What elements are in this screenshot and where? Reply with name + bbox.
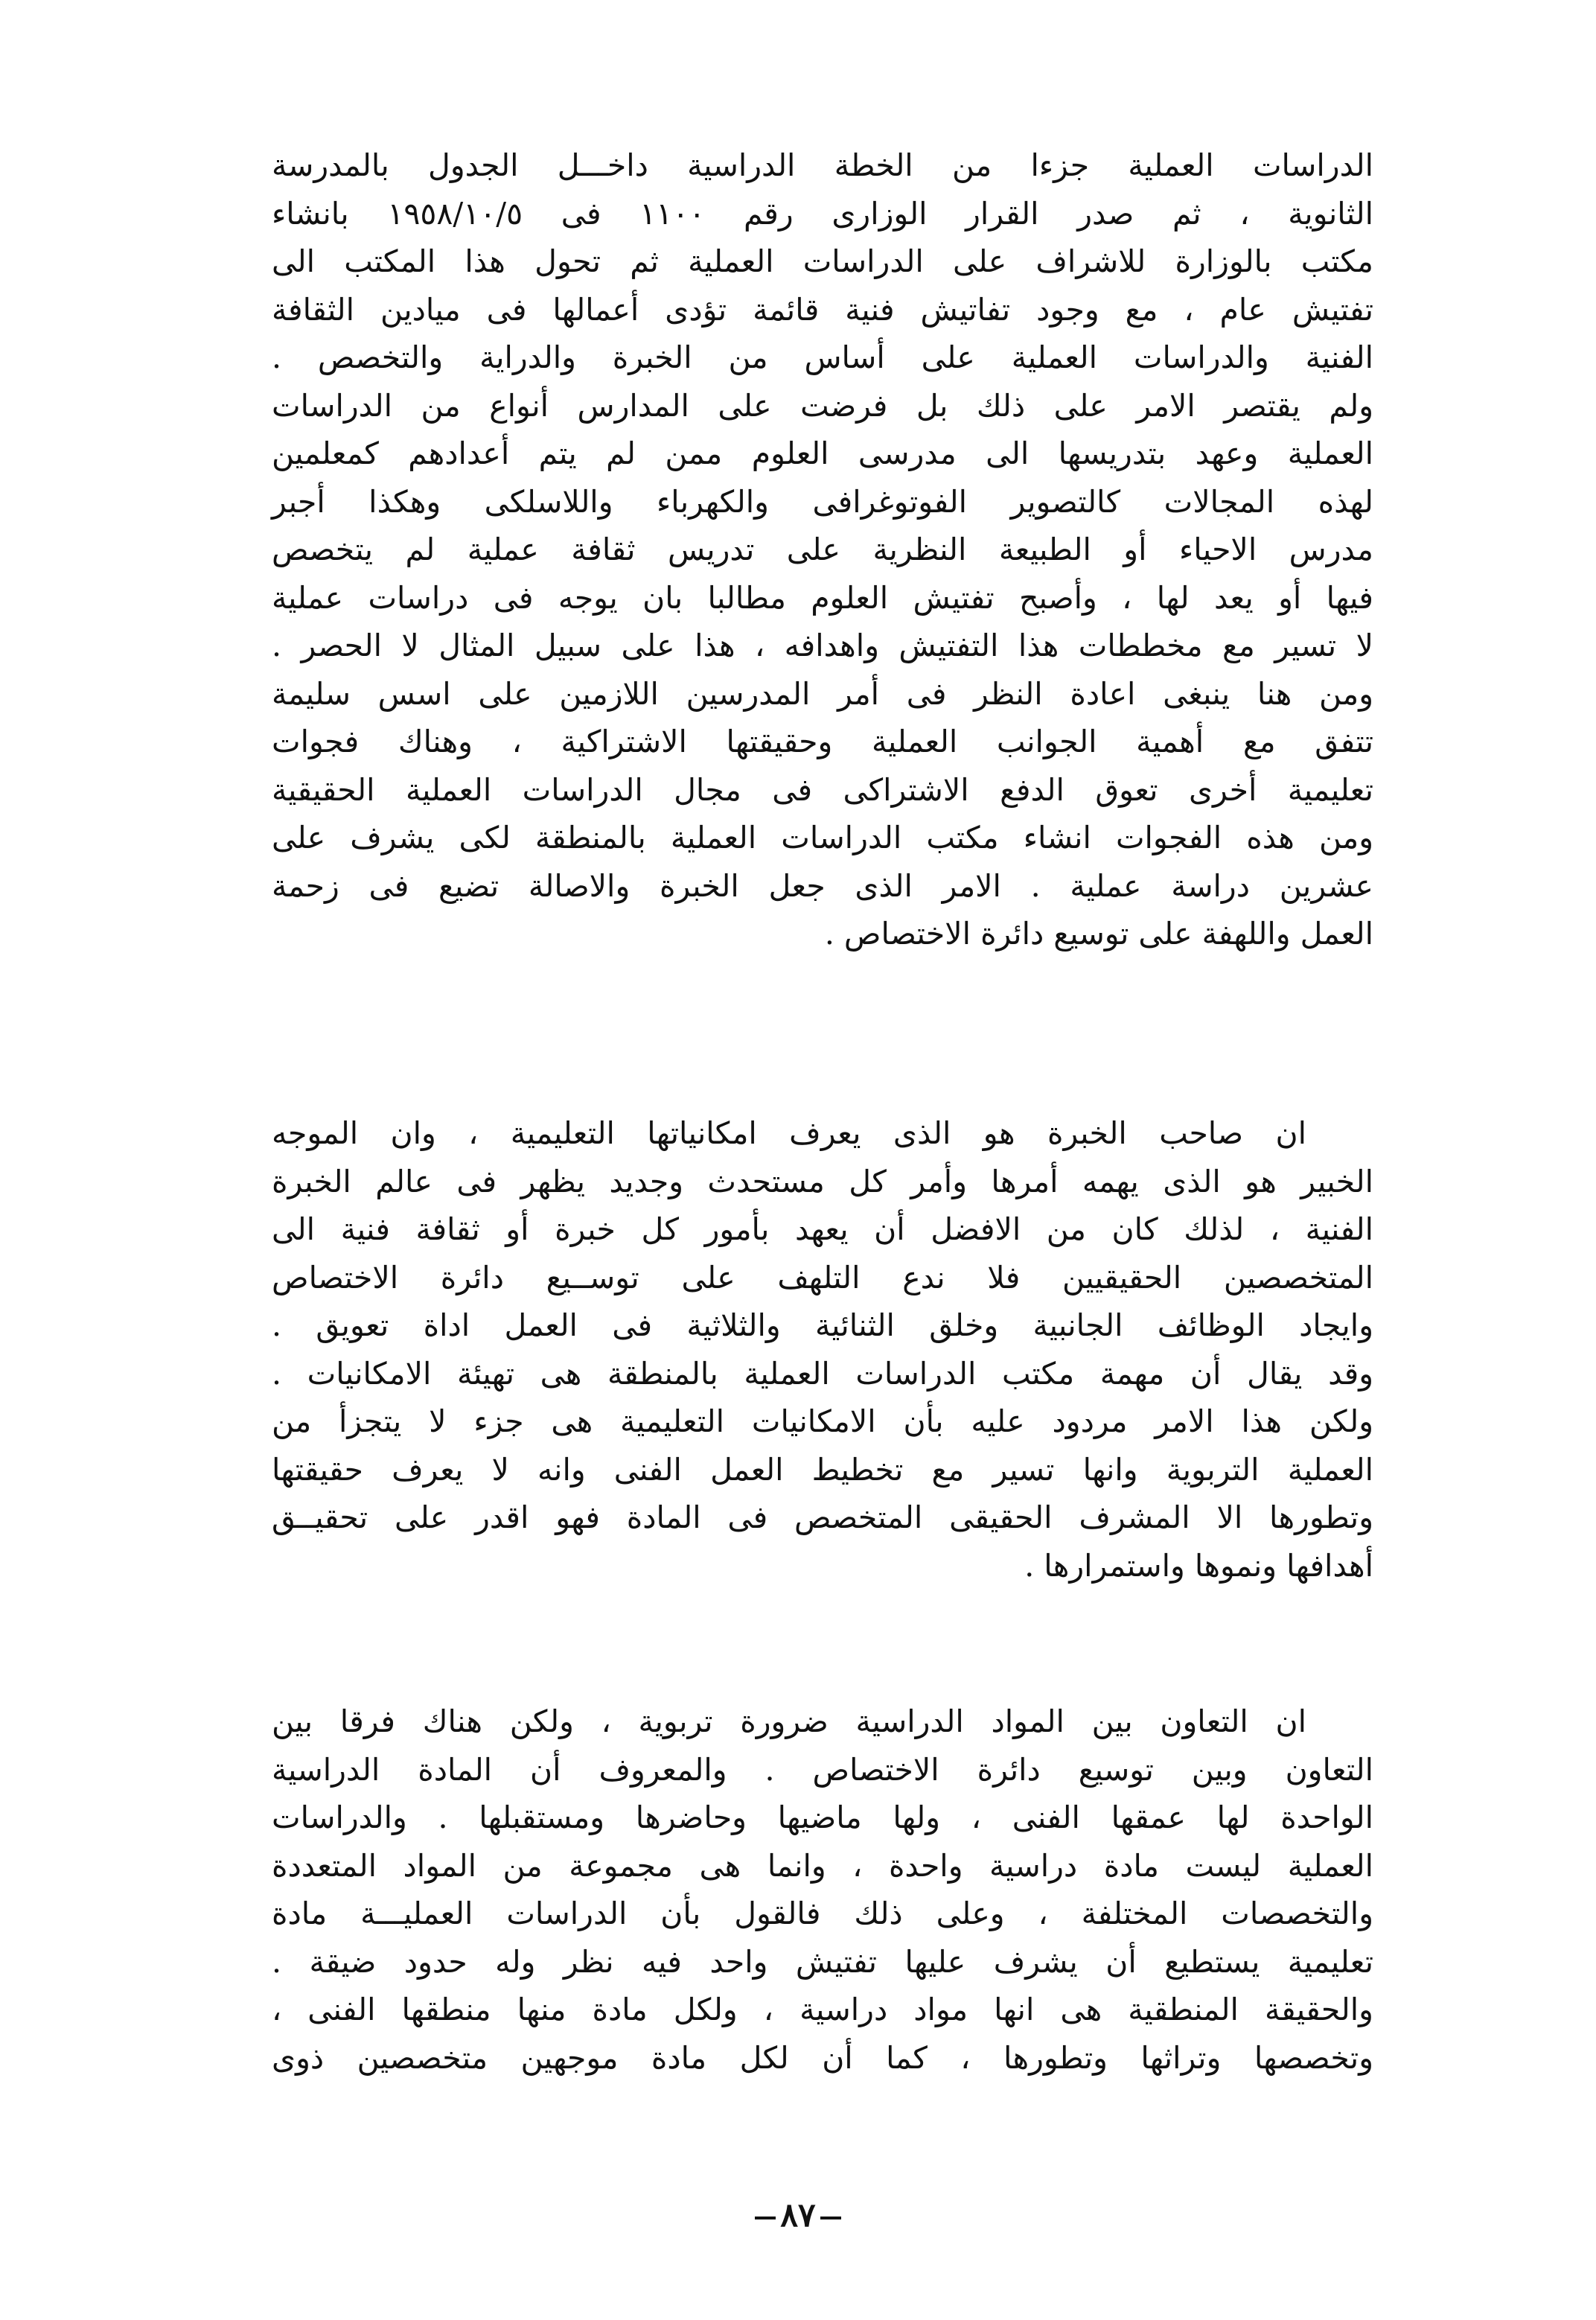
text-line: وتخصصها وتراثها وتطورها ، كما أن لكل مادة موجهين متخصصين ذوى: [272, 2039, 1373, 2076]
text-line: وقد يقال أن مهمة مكتب الدراسات العملية بالمنطقة هى تهيئة الامكانيات .: [272, 1355, 1373, 1392]
text-line: لهذه المجالات كالتصوير الفوتوغرافى والكهرباء واللاسلكى وهكذا أجبر: [272, 483, 1373, 520]
text-line: والحقيقة المنطقية هى انها مواد دراسية ، ولكل مادة منها منطقها الفنى ،: [272, 1992, 1373, 2027]
text-line: ومن هذه الفجوات انشاء مكتب الدراسات العملية بالمنطقة لكى يشرف على: [272, 820, 1373, 855]
text-line: والتخصصات المختلفة ، وعلى ذلك فالقول بأن الدراسات العمليـــة مادة: [272, 1896, 1373, 1931]
dash-decoration: [755, 2217, 776, 2219]
text-line: المتخصصين الحقيقيين فلا ندع التلهف على توســيع دائرة الاختصاص: [272, 1259, 1373, 1296]
text-line: ان صاحب الخبرة هو الذى يعرف امكانياتها التعليمية ، وان الموجه: [272, 1115, 1306, 1151]
page-number-text: ٨٧: [780, 2196, 816, 2234]
text-line: مكتب بالوزارة للاشراف على الدراسات العملية ثم تحول هذا المكتب الى: [272, 243, 1373, 279]
text-line: الثانوية ، ثم صدر القرار الوزارى رقم ١١٠٠ فى ١٩٥٨/١٠/٥ بانشاء: [272, 195, 1374, 232]
text-line: الفنية والدراسات العملية على أساس من الخبرة والدراية والتخصص .: [272, 340, 1373, 375]
text-line: العملية وعهد بتدريسها الى مدرسى العلوم ممن لم يتم أعدادهم كمعلمين: [272, 436, 1373, 471]
text-line: العملية التربوية وانها تسير مع تخطيط العمل الفنى وانه لا يعرف حقيقتها: [272, 1451, 1373, 1488]
text-line: لا تسير مع مخططات هذا التفتيش واهدافه ، هذا على سبيل المثال لا الحصر .: [272, 628, 1373, 663]
text-line: الفنية ، لذلك كان من الافضل أن يعهد بأمور كل خبرة أو ثقافة فنية الى: [272, 1211, 1373, 1247]
text-line: وتطورها الا المشرف الحقيقى المتخصص فى المادة فهو اقدر على تحقيــق: [272, 1500, 1373, 1535]
text-line: عشرين دراسة عملية . الامر الذى جعل الخبرة والاصالة تضيع فى زحمة: [272, 867, 1373, 904]
text-line: التعاون وبين توسيع دائرة الاختصاص . والمعروف أن المادة الدراسية: [272, 1751, 1373, 1788]
text-line: العملية ليست مادة دراسية واحدة ، وانما هى مجموعة من المواد المتعددة: [272, 1847, 1373, 1884]
text-line: أهدافها ونموها واستمرارها .: [1024, 1547, 1373, 1584]
paragraph-3: [272, 1698, 1373, 2082]
page-number: [724, 2196, 872, 2234]
text-line: الخبير هو الذى يهمه أمرها وأمر كل مستحدث وجديد يظهر فى عالم الخبرة: [272, 1163, 1373, 1199]
text-line: ولكن هذا الامر مردود عليه بأن الامكانيات التعليمية هى جزء لا يتجزأ من: [272, 1403, 1373, 1439]
text-line: فيها أو يعد لها ، وأصبح تفتيش العلوم مطالبا بان يوجه فى دراسات عملية: [272, 579, 1373, 616]
text-line: تعليمية يستطيع أن يشرف عليها تفتيش واحد فيه نظر وله حدود ضيقة .: [272, 1943, 1373, 1980]
text-line: وايجاد الوظائف الجانبية وخلق الثنائية والثلاثية فى العمل اداة تعويق .: [272, 1307, 1373, 1343]
text-line: مدرس الاحياء أو الطبيعة النظرية على تدريس ثقافة عملية لم يتخصص: [272, 532, 1373, 567]
dash-decoration: [820, 2217, 841, 2219]
paragraph-1: [272, 141, 1373, 958]
text-line: ومن هنا ينبغى اعادة النظر فى أمر المدرسين اللازمين على اسس سليمة: [272, 675, 1373, 712]
text-line: العمل واللهفة على توسيع دائرة الاختصاص .: [824, 916, 1373, 952]
paragraph-2: [272, 1109, 1373, 1590]
text-line: تعليمية أخرى تعوق الدفع الاشتراكى فى مجال الدراسات العملية الحقيقية: [272, 771, 1373, 808]
text-line: الدراسات العملية جزءا من الخطة الدراسية داخـــل الجدول بالمدرسة: [272, 147, 1373, 183]
text-line: تتفق مع أهمية الجوانب العملية وحقيقتها الاشتراكية ، وهناك فجوات: [272, 724, 1373, 759]
text-line: ولم يقتصر الامر على ذلك بل فرضت على المدارس أنواع من الدراسات: [272, 387, 1373, 424]
text-line: ان التعاون بين المواد الدراسية ضرورة تربوية ، ولكن هناك فرقا بين: [272, 1704, 1306, 1739]
text-line: تفتيش عام ، مع وجود تفاتيش فنية قائمة تؤدى أعمالها فى ميادين الثقافة: [272, 291, 1373, 328]
text-line: الواحدة لها عمقها الفنى ، ولها ماضيها وحاضرها ومستقبلها . والدراسات: [272, 1800, 1373, 1835]
